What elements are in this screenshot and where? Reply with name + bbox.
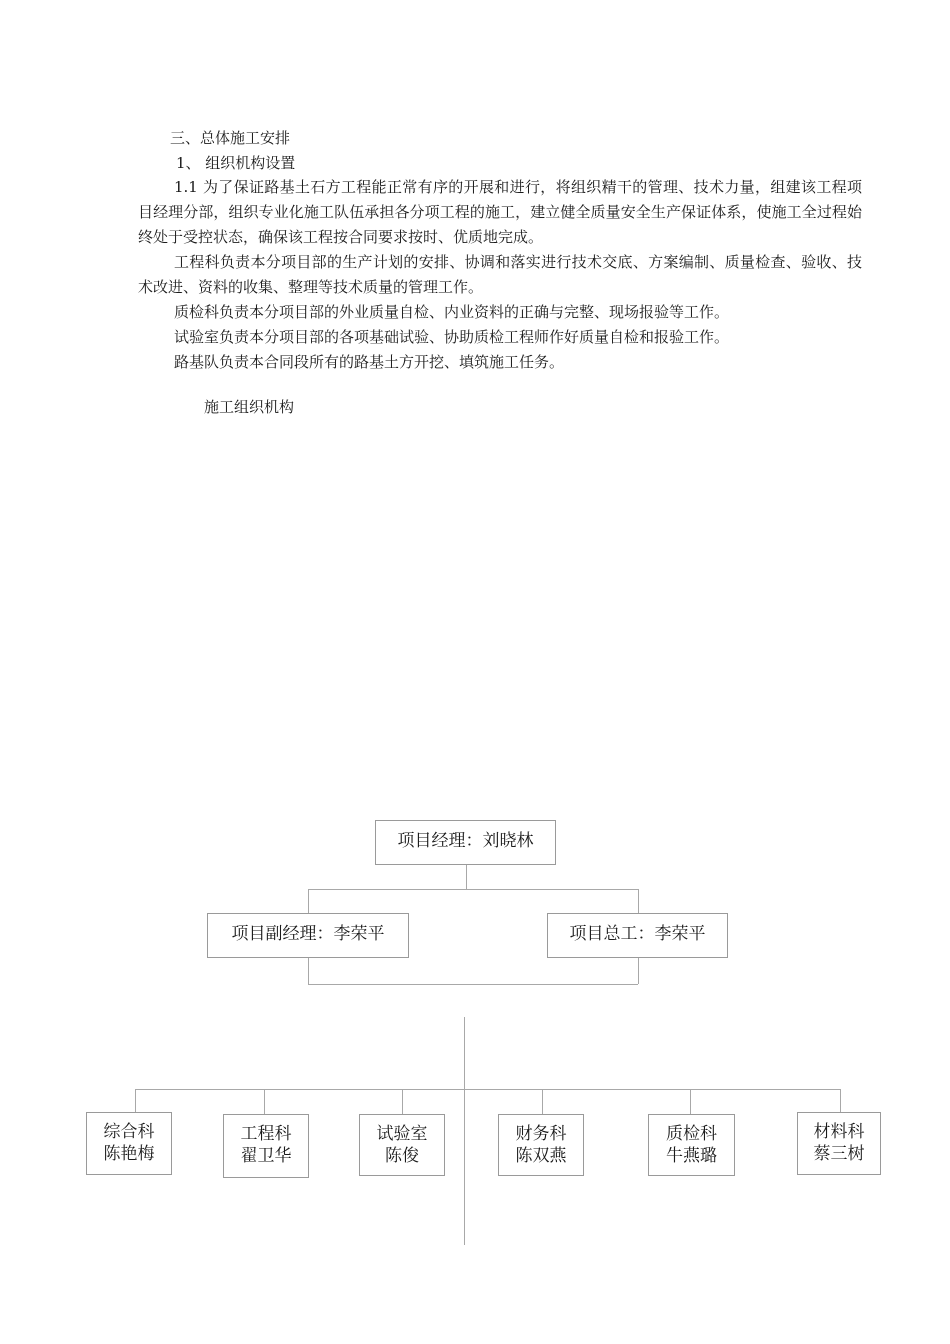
dept-person: 陈双燕 — [515, 1146, 567, 1166]
connector-line — [308, 958, 309, 984]
dept-name: 质检科 — [666, 1124, 717, 1144]
paragraph-1: 1.1 为了保证路基土石方工程能正常有序的开展和进行，将组织精干的管理、技术力量，组建该工程项目经理分部，组织专业化施工队伍承担各分项工程的施工，建立健全质量安全生产保证体系，使施工全过程始终处于受控状态，确保该工程按合同要求按时、优质地完成。 — [138, 178, 862, 246]
paragraph-4: 试验室负责本分项目部的各项基础试验、协助质检工程师作好质量自检和报验工作。 — [174, 328, 730, 346]
dept-box — [498, 1114, 584, 1176]
paragraph-2: 工程科负责本分项目部的生产计划的安排、协调和落实进行技术交底、方案编制、质量检查、验收、技术改进、资料的收集、整理等技术质量的管理工作。 — [138, 253, 862, 296]
dept-name: 工程科 — [240, 1124, 292, 1144]
dept-name: 财务科 — [515, 1124, 567, 1144]
dept-person: 陈俊 — [385, 1146, 419, 1166]
connector-line — [542, 1089, 543, 1114]
chart-caption: 施工组织机构 — [204, 398, 295, 416]
connector-line — [464, 1017, 465, 1245]
connector-line — [638, 958, 639, 984]
connector-line — [308, 889, 638, 890]
connector-line — [690, 1089, 691, 1114]
dept-box — [359, 1114, 445, 1176]
chief-engineer-box — [547, 913, 728, 958]
deputy-manager-box — [207, 913, 409, 958]
connector-line — [135, 1089, 136, 1112]
section-heading: 三、总体施工安排 — [170, 129, 291, 147]
project-manager-box — [375, 820, 556, 865]
subsection-heading: 1、 组织机构设置 — [176, 154, 296, 172]
dept-box — [648, 1114, 735, 1176]
dept-box — [86, 1112, 172, 1175]
deputy-manager-label: 项目副经理：李荣平 — [231, 924, 385, 944]
dept-name: 材料科 — [813, 1122, 865, 1142]
chief-engineer-label: 项目总工：李荣平 — [569, 924, 706, 944]
dept-person: 陈艳梅 — [103, 1144, 155, 1164]
dept-person: 翟卫华 — [240, 1146, 292, 1166]
dept-person: 蔡三树 — [813, 1144, 865, 1164]
project-manager-label: 项目经理：刘晓林 — [397, 831, 534, 851]
paragraph-3: 质检科负责本分项目部的外业质量自检、内业资料的正确与完整、现场报验等工作。 — [174, 303, 730, 321]
dept-person: 牛燕璐 — [666, 1146, 717, 1166]
connector-line — [402, 1089, 403, 1114]
paragraph-5: 路基队负责本合同段所有的路基土方开挖、填筑施工任务。 — [174, 353, 565, 371]
dept-name: 综合科 — [103, 1122, 155, 1142]
connector-line — [840, 1089, 841, 1112]
connector-line — [308, 889, 309, 913]
connector-line — [135, 1089, 840, 1090]
dept-box — [797, 1112, 881, 1175]
connector-line — [264, 1089, 265, 1114]
connector-line — [308, 984, 638, 985]
dept-name: 试验室 — [376, 1124, 428, 1144]
connector-line — [638, 889, 639, 913]
connector-line — [466, 865, 467, 889]
dept-box — [223, 1114, 309, 1178]
